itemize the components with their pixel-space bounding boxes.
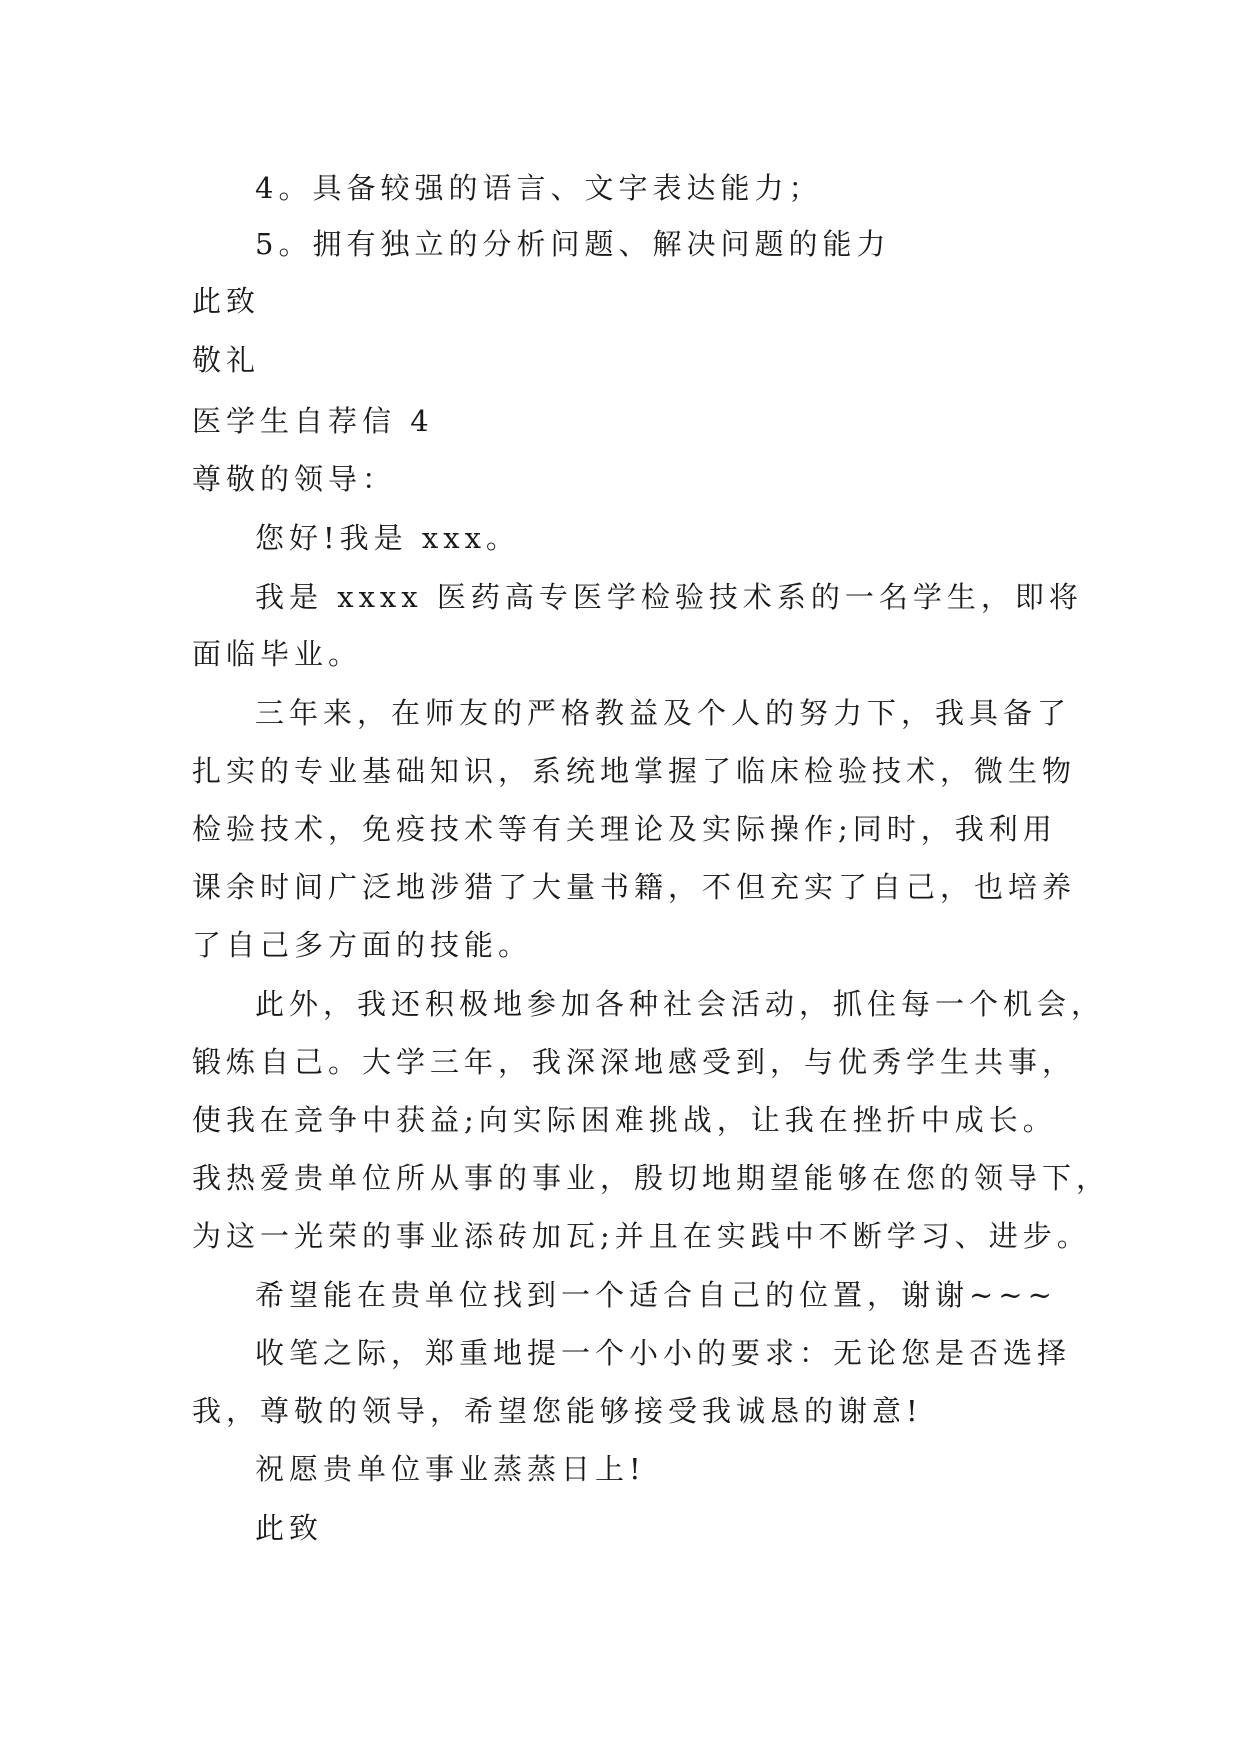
text-line: 检验技术，免疫技术等有关理论及实际操作;同时，我利用 bbox=[192, 812, 1057, 846]
text-line: 面临毕业。 bbox=[192, 637, 363, 671]
text-line: 此致 bbox=[192, 284, 261, 318]
text-line: 使我在竞争中获益;向实际困难挑战，让我在挫折中成长。 bbox=[192, 1103, 1057, 1137]
text-line: 扎实的专业基础知识，系统地掌握了临床检验技术，微生物 bbox=[192, 754, 1077, 788]
text-line: 希望能在贵单位找到一个适合自己的位置，谢谢~~~ bbox=[255, 1278, 1057, 1312]
text-line: 敬礼 bbox=[192, 343, 261, 377]
text-line: 了自己多方面的技能。 bbox=[192, 928, 533, 962]
salutation: 尊敬的领导： bbox=[192, 462, 397, 496]
text-line: 此致 bbox=[255, 1511, 324, 1545]
text-line: 祝愿贵单位事业蒸蒸日上! bbox=[255, 1452, 646, 1486]
text-line: 您好!我是 xxx。 bbox=[255, 521, 520, 555]
text-line: 为这一光荣的事业添砖加瓦;并且在实践中不断学习、进步。 bbox=[192, 1219, 1091, 1253]
text-line: 课余时间广泛地涉猎了大量书籍，不但充实了自己，也培养 bbox=[192, 870, 1077, 904]
text-line: 收笔之际，郑重地提一个小小的要求：无论您是否选择 bbox=[255, 1336, 1072, 1370]
text-line: 5。拥有独立的分析问题、解决问题的能力 bbox=[255, 227, 891, 261]
text-line: 我，尊敬的领导，希望您能够接受我诚恳的谢意! bbox=[192, 1394, 923, 1428]
text-line: 我是 xxxx 医药高专医学检验技术系的一名学生，即将 bbox=[255, 580, 1083, 614]
text-line: 4。具备较强的语言、文字表达能力； bbox=[255, 171, 823, 205]
text-line: 三年来，在师友的严格教益及个人的努力下，我具备了 bbox=[255, 696, 1072, 730]
text-line: 我热爱贵单位所从事的事业，殷切地期望能够在您的领导下， bbox=[192, 1161, 1111, 1195]
section-title: 医学生自荐信 4 bbox=[192, 404, 434, 438]
text-line: 锻炼自己。大学三年，我深深地感受到，与优秀学生共事， bbox=[192, 1045, 1077, 1079]
text-line: 此外，我还积极地参加各种社会活动，抓住每一个机会， bbox=[255, 987, 1106, 1021]
